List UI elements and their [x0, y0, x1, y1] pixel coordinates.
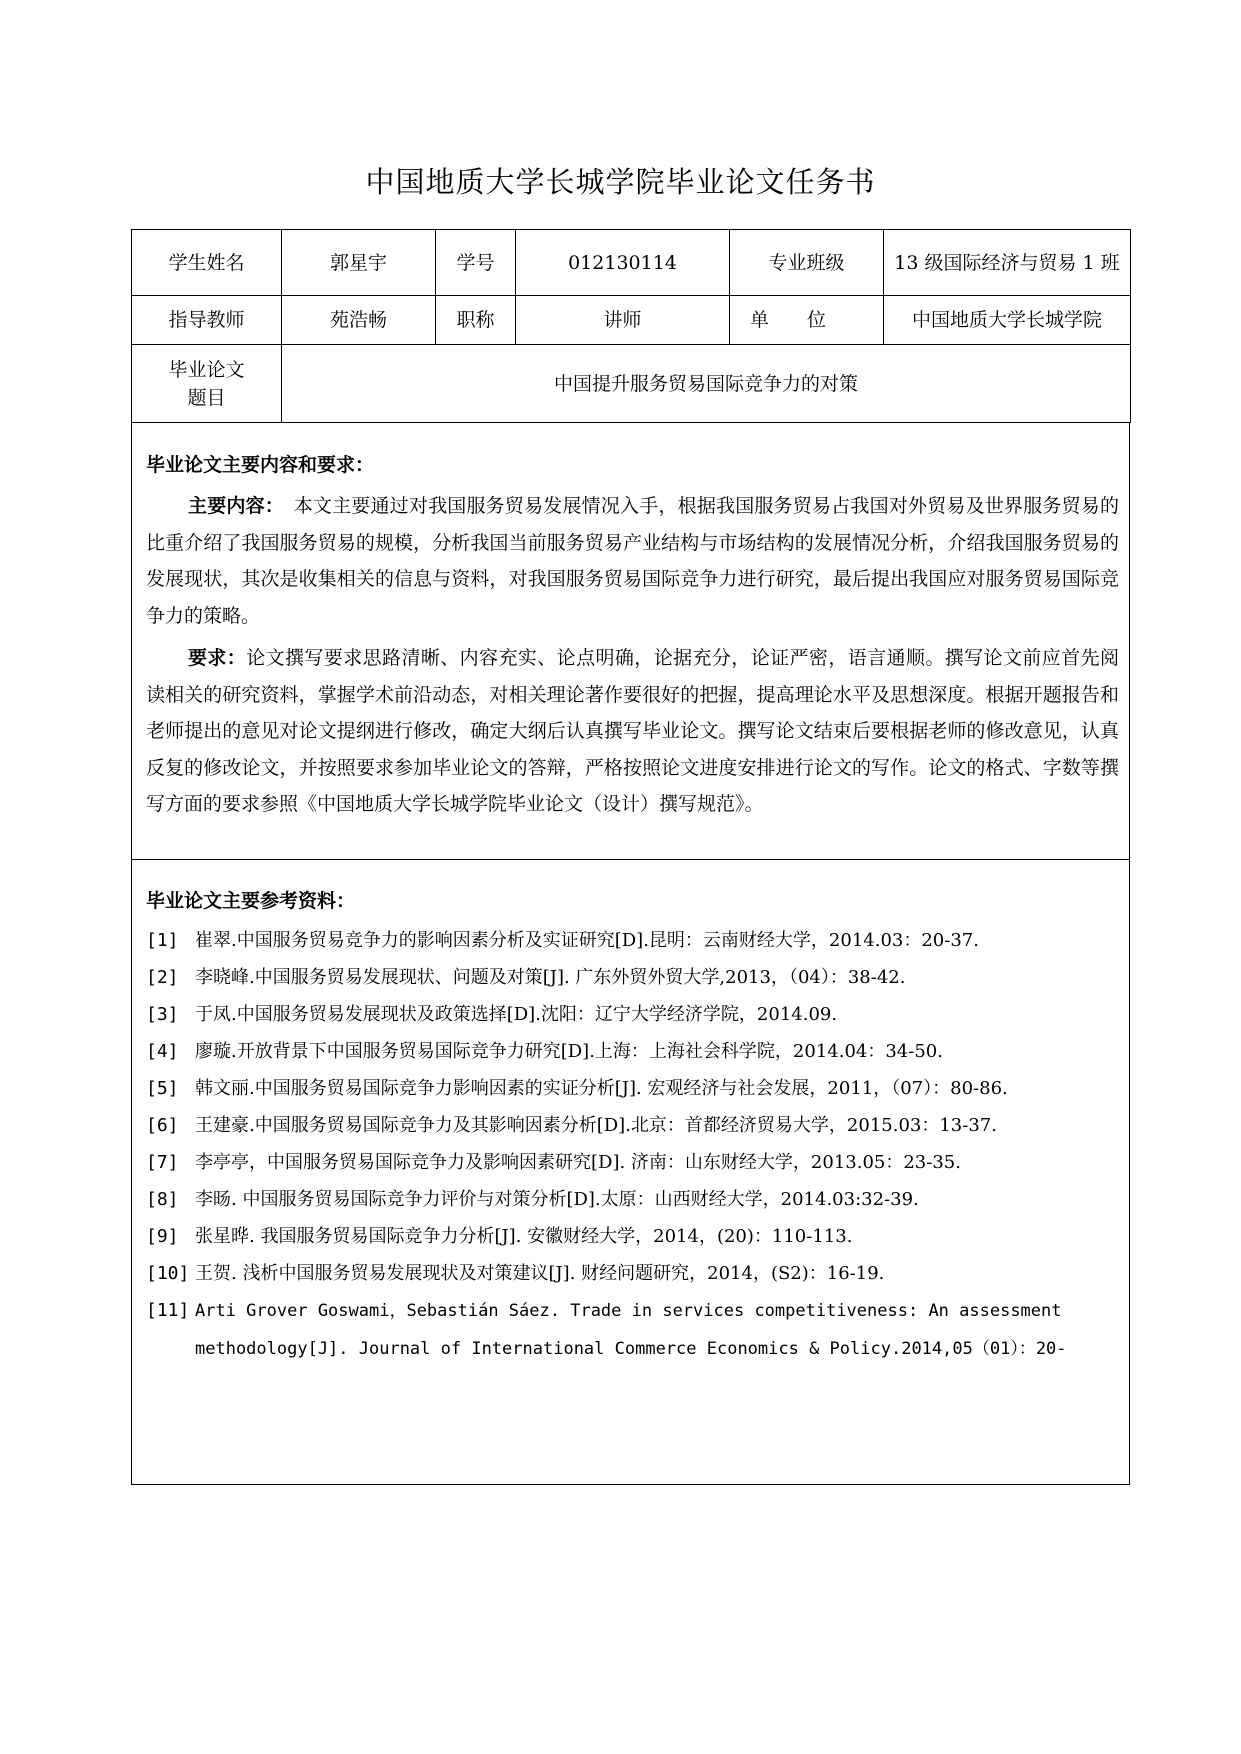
references-section [131, 860, 1130, 1485]
topic-label: 毕业论文题目 [132, 345, 282, 423]
list-item [146, 1033, 1123, 1070]
reference-number: [3] [146, 1004, 179, 1025]
reference-text: 李旸. 中国服务贸易国际竞争力评价与对策分析[D].太原：山西财经大学，2014.03:32-39. [195, 1189, 919, 1210]
reference-number: [11] [146, 1300, 190, 1321]
student-info-table [131, 229, 1131, 423]
list-item [146, 1107, 1123, 1144]
table-row [132, 345, 1131, 423]
list-item [146, 1255, 1123, 1292]
list-item [146, 1218, 1123, 1255]
topic-value: 中国提升服务贸易国际竞争力的对策 [282, 345, 1131, 423]
student-name-label: 学生姓名 [132, 230, 282, 296]
requirements-text: 论文撰写要求思路清晰、内容充实、论点明确，论据充分，论证严密，语言通顺。撰写论文前应首先阅读相关的研究资料，掌握学术前沿动态，对相关理论著作要很好的把握，提高理论水平及思想深度。根据开题报告和老师提出的意见对论文提纲进行修改，确定大纲后认真撰写毕业论文。撰写论文结束后要根据老师的修改意见，认真反复的修改论文，并按照要求参加毕业论文的答辩，严格按照论文进度安排进行论文的写作。论文的格式、字数等撰写方面的要求参照《中国地质大学长城学院毕业论文（设计）撰写规范》。 [146, 647, 1119, 815]
advisor-value: 苑浩畅 [282, 296, 436, 345]
main-content-label: 主要内容： [188, 495, 275, 517]
reference-text: 王建豪.中国服务贸易国际竞争力及其影响因素分析[D].北京：首都经济贸易大学，2015.03：13-37. [195, 1115, 997, 1136]
content-section-heading: 毕业论文主要内容和要求： [146, 454, 375, 476]
reference-text: 李亭亭，中国服务贸易国际竞争力及影响因素研究[D]. 济南：山东财经大学，2013.05：23-35. [195, 1152, 961, 1173]
reference-text: 李晓峰.中国服务贸易发展现状、问题及对策[J]. 广东外贸外贸大学,2013，（04）：38-42. [195, 967, 906, 988]
reference-number: [6] [146, 1115, 179, 1136]
requirements-paragraph [146, 640, 1119, 823]
reference-number: [8] [146, 1189, 179, 1210]
major-class-label: 专业班级 [730, 230, 884, 296]
references-list [146, 922, 1123, 1368]
reference-text: 王贺. 浅析中国服务贸易发展现状及对策建议[J]. 财经问题研究，2014，(S2)：16-19. [195, 1263, 885, 1284]
reference-number: [7] [146, 1152, 179, 1173]
list-item [146, 1181, 1123, 1218]
list-item [146, 1070, 1123, 1107]
major-class-value: 13 级国际经济与贸易 1 班 [884, 230, 1131, 296]
list-item [146, 1144, 1123, 1181]
document-title: 中国地质大学长城学院毕业论文任务书 [365, 165, 876, 199]
reference-text: 张星晔. 我国服务贸易国际竞争力分析[J]. 安徽财经大学，2014，(20)：110-113. [195, 1226, 853, 1247]
student-id-label: 学号 [436, 230, 516, 296]
unit-label: 单 位 [730, 296, 884, 345]
student-name-value: 郭星宇 [282, 230, 436, 296]
list-item [146, 996, 1123, 1033]
reference-number: [9] [146, 1226, 179, 1247]
reference-number: [5] [146, 1078, 179, 1099]
table-row [132, 296, 1131, 345]
content-requirements-section [131, 422, 1130, 860]
table-row [132, 230, 1131, 296]
list-item [146, 1292, 1123, 1368]
list-item [146, 959, 1123, 996]
reference-text: 崔翠.中国服务贸易竞争力的影响因素分析及实证研究[D].昆明：云南财经大学，2014.03：20-37. [195, 930, 979, 951]
student-id-value: 012130114 [516, 230, 730, 296]
main-content-text: 本文主要通过对我国服务贸易发展情况入手，根据我国服务贸易占我国对外贸易及世界服务贸易的比重介绍了我国服务贸易的规模，分析我国当前服务贸易产业结构与市场结构的发展情况分析，介绍我国服务贸易的发展现状，其次是收集相关的信息与资料，对我国服务贸易国际竞争力进行研究，最后提出我国应对服务贸易国际竞争力的策略。 [146, 495, 1119, 627]
reference-text: 韩文丽.中国服务贸易国际竞争力影响因素的实证分析[J]. 宏观经济与社会发展，2011，（07）：80-86. [195, 1078, 1008, 1099]
rank-value: 讲师 [516, 296, 730, 345]
list-item [146, 922, 1123, 959]
main-content-paragraph [146, 488, 1119, 634]
reference-text: 廖璇.开放背景下中国服务贸易国际竞争力研究[D].上海：上海社会科学院，2014.04：34-50. [195, 1041, 943, 1062]
reference-number: [2] [146, 967, 179, 988]
advisor-label: 指导教师 [132, 296, 282, 345]
reference-number: [4] [146, 1041, 179, 1062]
reference-text: Arti Grover Goswami，Sebastián Sáez. Trade in services competitiveness: An assessment methodology[J]. Journal of International Commerce Economics & Policy.2014,05（01）：20- [195, 1301, 1067, 1359]
unit-value: 中国地质大学长城学院 [884, 296, 1131, 345]
requirements-label: 要求： [188, 647, 247, 669]
references-heading: 毕业论文主要参考资料： [146, 890, 356, 912]
reference-number: [10] [146, 1263, 190, 1284]
reference-number: [1] [146, 930, 179, 951]
rank-label: 职称 [436, 296, 516, 345]
reference-text: 于凤.中国服务贸易发展现状及政策选择[D].沈阳：辽宁大学经济学院，2014.09. [195, 1004, 838, 1025]
